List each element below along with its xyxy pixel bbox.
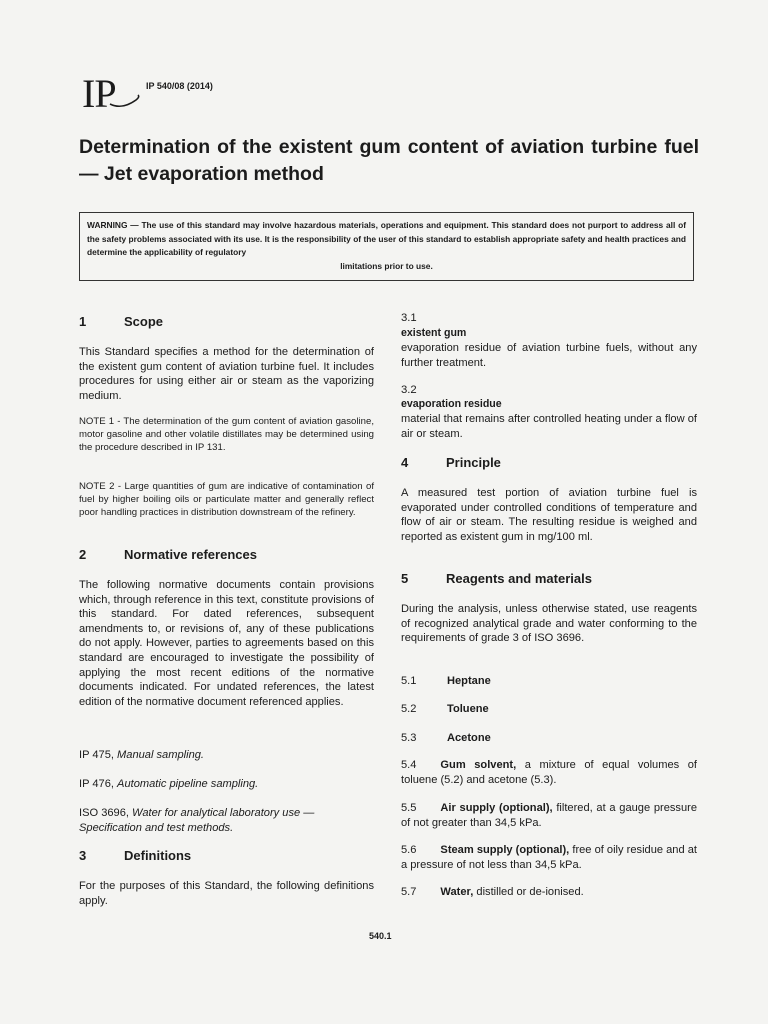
definition-term: evaporation residue xyxy=(401,398,502,410)
reagent-item: 5.6 Steam supply (optional), free of oily residue and at a pressure of not less than 34,5 kPa. xyxy=(401,844,697,871)
ip-logo: IP xyxy=(82,71,116,116)
definition-number: 3.1 xyxy=(401,312,417,324)
definitions-paragraph: For the purposes of this Standard, the following definitions apply. xyxy=(79,880,374,907)
principle-paragraph: A measured test portion of aviation turbine fuel is evaporated under controlled conditions of temperature and flow of air or steam. The resulting residue is weighed and reported as existent gum in mg/100 ml. xyxy=(401,487,697,543)
reference-item: IP 476, Automatic pipeline sampling. xyxy=(79,778,259,790)
reagent-item: 5.4 Gum solvent, a mixture of equal volumes of toluene (5.2) and acetone (5.3). xyxy=(401,759,697,786)
warning-box xyxy=(79,212,694,281)
document-title: Determination of the existent gum content of aviation turbine fuel — Jet evaporation method xyxy=(79,136,699,185)
reference-item: IP 475, Manual sampling. xyxy=(79,749,204,761)
warning-text: WARNING — The use of this standard may involve hazardous materials, operations and equipment. This standard does not purport to address all of the safety problems associated with its use. It is the responsibility of the user of this standard to establish appropriate safety and health practices and determine the applicability of regulatory xyxy=(87,220,686,258)
reference-item: ISO 3696, Water for analytical laboratory use — Specification and test methods. xyxy=(79,807,315,834)
definition-term: existent gum xyxy=(401,327,467,339)
scope-note-2: NOTE 2 - Large quantities of gum are indicative of contamination of fuel by higher boiling oils or particulate matter and generally reflect poor handling practices in distribution downstream of the refinery. xyxy=(79,481,374,518)
reagents-paragraph: During the analysis, unless otherwise stated, use reagents of recognized analytical grade and water conforming to the requirements of grade 3 of ISO 3696. xyxy=(401,603,697,645)
definition-number: 3.2 xyxy=(401,384,417,396)
definition-text: evaporation residue of aviation turbine fuels, without any further treatment. xyxy=(401,342,697,369)
warning-text-last-line: limitations prior to use. xyxy=(340,260,433,271)
definition-text: material that remains after controlled heating under a flow of air or steam. xyxy=(401,413,697,440)
scope-paragraph: This Standard specifies a method for the determination of the existent gum content of aviation turbine fuel. It includes procedures for using either air or steam as the vaporizing medium. xyxy=(79,346,374,402)
normative-paragraph: The following normative documents contain provisions which, through reference in this text, constitute provisions of this standard. For dated references, subsequent amendments to, or revisions of, any of these publications do not apply. However, parties to agreements based on this standard are encouraged to investigate the possibility of applying the most recent editions of the normative documents indicated. For undated references, the latest edition of the normative document referenced applies. xyxy=(79,579,374,708)
logo-flourish xyxy=(108,92,142,108)
page-number: 540.1 xyxy=(369,931,392,941)
document-id: IP 540/08 (2014) xyxy=(146,81,213,91)
scope-note-1: NOTE 1 - The determination of the gum content of aviation gasoline, motor gasoline and other volatile distillates may be determined using the procedure described in IP 131. xyxy=(79,416,374,453)
reagent-item: 5.7 Water, distilled or de-ionised. xyxy=(401,886,584,898)
reagent-item: 5.5 Air supply (optional), filtered, at a gauge pressure of not greater than 34,5 kPa. xyxy=(401,802,697,829)
